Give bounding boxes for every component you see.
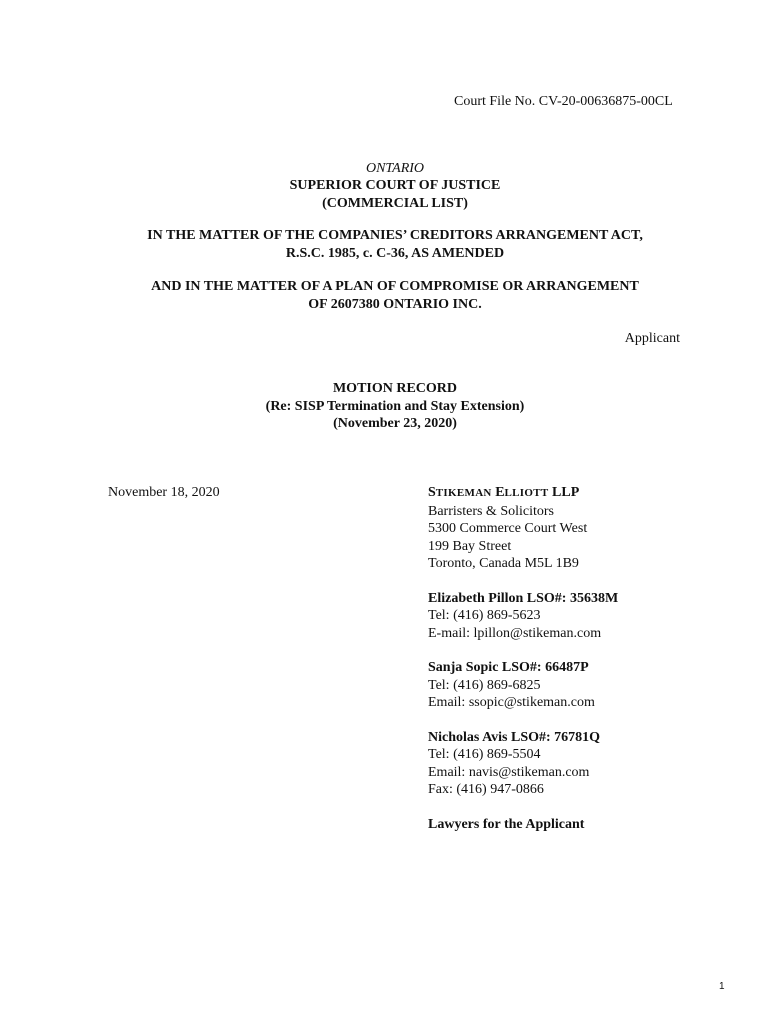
firm-address-line-3: Toronto, Canada M5L 1B9 [428,556,579,571]
document-date-line: (November 23, 2020) [333,416,457,431]
lawyer-tel: Tel: (416) 869-5623 [428,608,541,623]
firm-address-line-2: 199 Bay Street [428,538,512,554]
court-file-number: Court File No. CV-20-00636875-00CL [454,94,673,109]
lawyer-name: Nicholas Avis LSO#: 76781Q [428,729,601,745]
lawyer-name: Elizabeth Pillon LSO#: 35638M [428,590,619,606]
lawyer-email: E-mail: lpillon@stikeman.com [428,625,602,641]
page-number: 1 [719,981,725,992]
filing-date: November 18, 2020 [108,485,220,500]
lawyer-fax: Fax: (416) 947-0866 [428,782,544,797]
lawyer-email: Email: navis@stikeman.com [428,764,590,780]
matter-line-1: IN THE MATTER OF THE COMPANIES’ CREDITORS ARRANGEMENT ACT, [147,228,643,243]
lawyer-tel: Tel: (416) 869-6825 [428,677,541,693]
party-role: Applicant [624,331,680,346]
firm-name: STIKEMAN ELLIOTT LLP [428,485,580,500]
document-title: MOTION RECORD [332,381,458,396]
lawyer-tel: Tel: (416) 869-5504 [428,747,541,762]
court-name-heading: SUPERIOR COURT OF JUSTICE [289,178,501,193]
lawyer-email: Email: ssopic@stikeman.com [428,695,595,710]
firm-address-line-1: 5300 Commerce Court West [428,521,588,536]
firm-block [428,484,618,833]
matter-line-2: R.S.C. 1985, c. C-36, AS AMENDED [285,246,505,261]
document-subtitle: (Re: SISP Termination and Stay Extension) [265,399,525,414]
matter-line-4: OF 2607380 ONTARIO INC. [308,297,482,312]
lawyers-role-line: Lawyers for the Applicant [428,816,585,832]
matter-line-3: AND IN THE MATTER OF A PLAN OF COMPROMISE OR ARRANGEMENT [151,279,639,294]
firm-descriptor: Barristers & Solicitors [428,503,554,519]
lawyer-name: Sanja Sopic LSO#: 66487P [428,660,589,675]
court-list-heading: (COMMERCIAL LIST) [322,196,468,211]
province-heading: ONTARIO [365,161,425,176]
